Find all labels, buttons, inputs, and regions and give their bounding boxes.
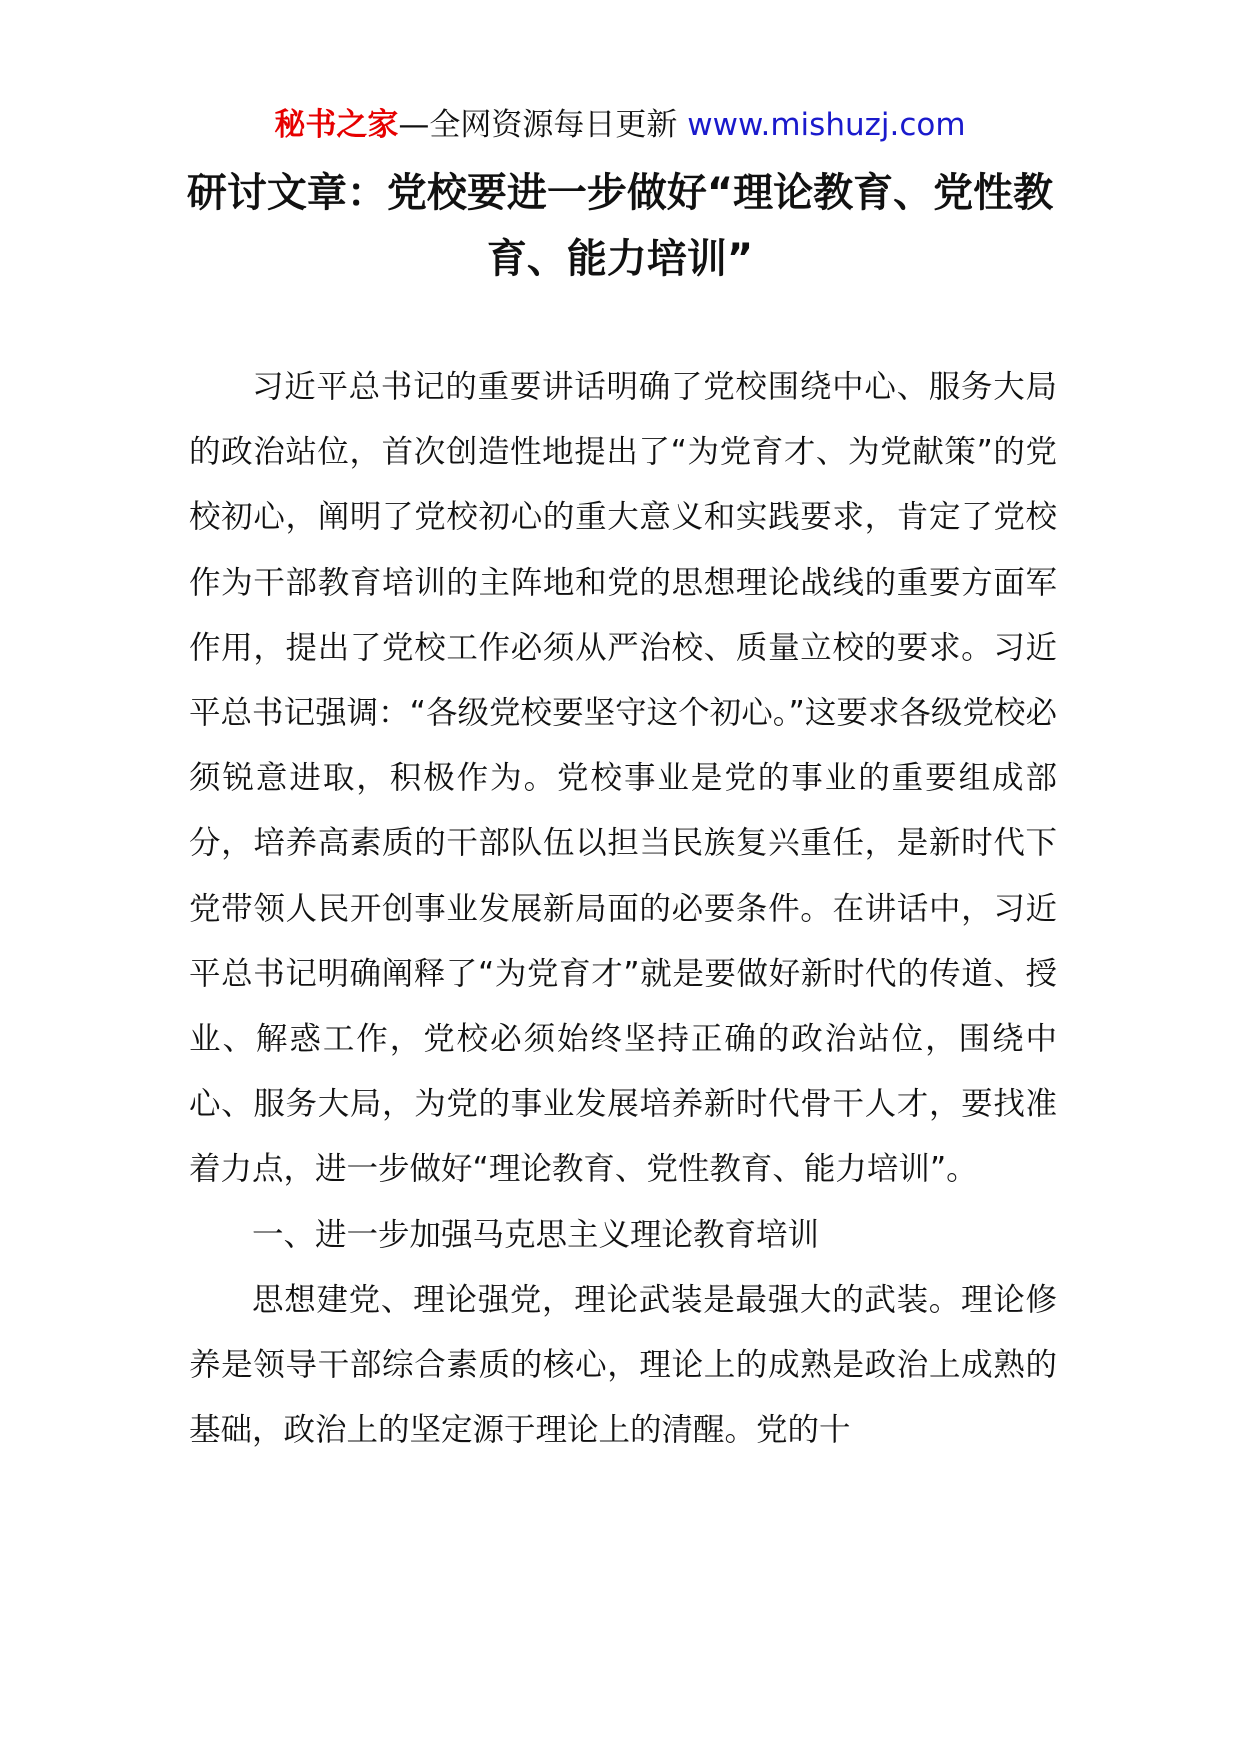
brand-name: 秘书之家 [274,107,399,143]
document-body [189,355,1057,1463]
site-url[interactable]: www.mishuzj.com [687,107,966,143]
document-title: 研讨文章：党校要进一步做好“理论教育、党性教育、能力培训” [186,170,1054,282]
paragraph-intro: 习近平总书记的重要讲话明确了党校围绕中心、服务大局的政治站位，首次创造性地提出了“为党育才、为党献策”的党校初心，阐明了党校初心的重大意义和实践要求，肯定了党校作为干部教育培训的主阵地和党的思想理论战线的重要方面军作用，提出了党校工作必须从严治校、质量立校的要求。习近平总书记强调：“各级党校要坚守这个初心。”这要求各级党校必须锐意进取，积极作为。党校事业是党的事业的重要组成部分，培养高素质的干部队伍以担当民族复兴重任，是新时代下党带领人民开创事业发展新局面的必要条件。在讲话中，习近平总书记明确阐释了“为党育才”就是要做好新时代的传道、授业、解惑工作，党校必须始终坚持正确的政治站位，围绕中心、服务大局，为党的事业发展培养新时代骨干人才，要找准着力点，进一步做好“理论教育、党性教育、能力培训”。 [189,369,1057,1188]
paragraph-section-1: 思想建党、理论强党，理论武装是最强大的武装。理论修养是领导干部综合素质的核心，理论上的成熟是政治上成熟的基础，政治上的坚定源于理论上的清醒。党的十 [189,1281,1057,1449]
section-heading-1: 一、进一步加强马克思主义理论教育培训 [252,1216,820,1253]
site-header [0,100,1240,150]
header-tagline: —全网资源每日更新 [398,107,688,143]
